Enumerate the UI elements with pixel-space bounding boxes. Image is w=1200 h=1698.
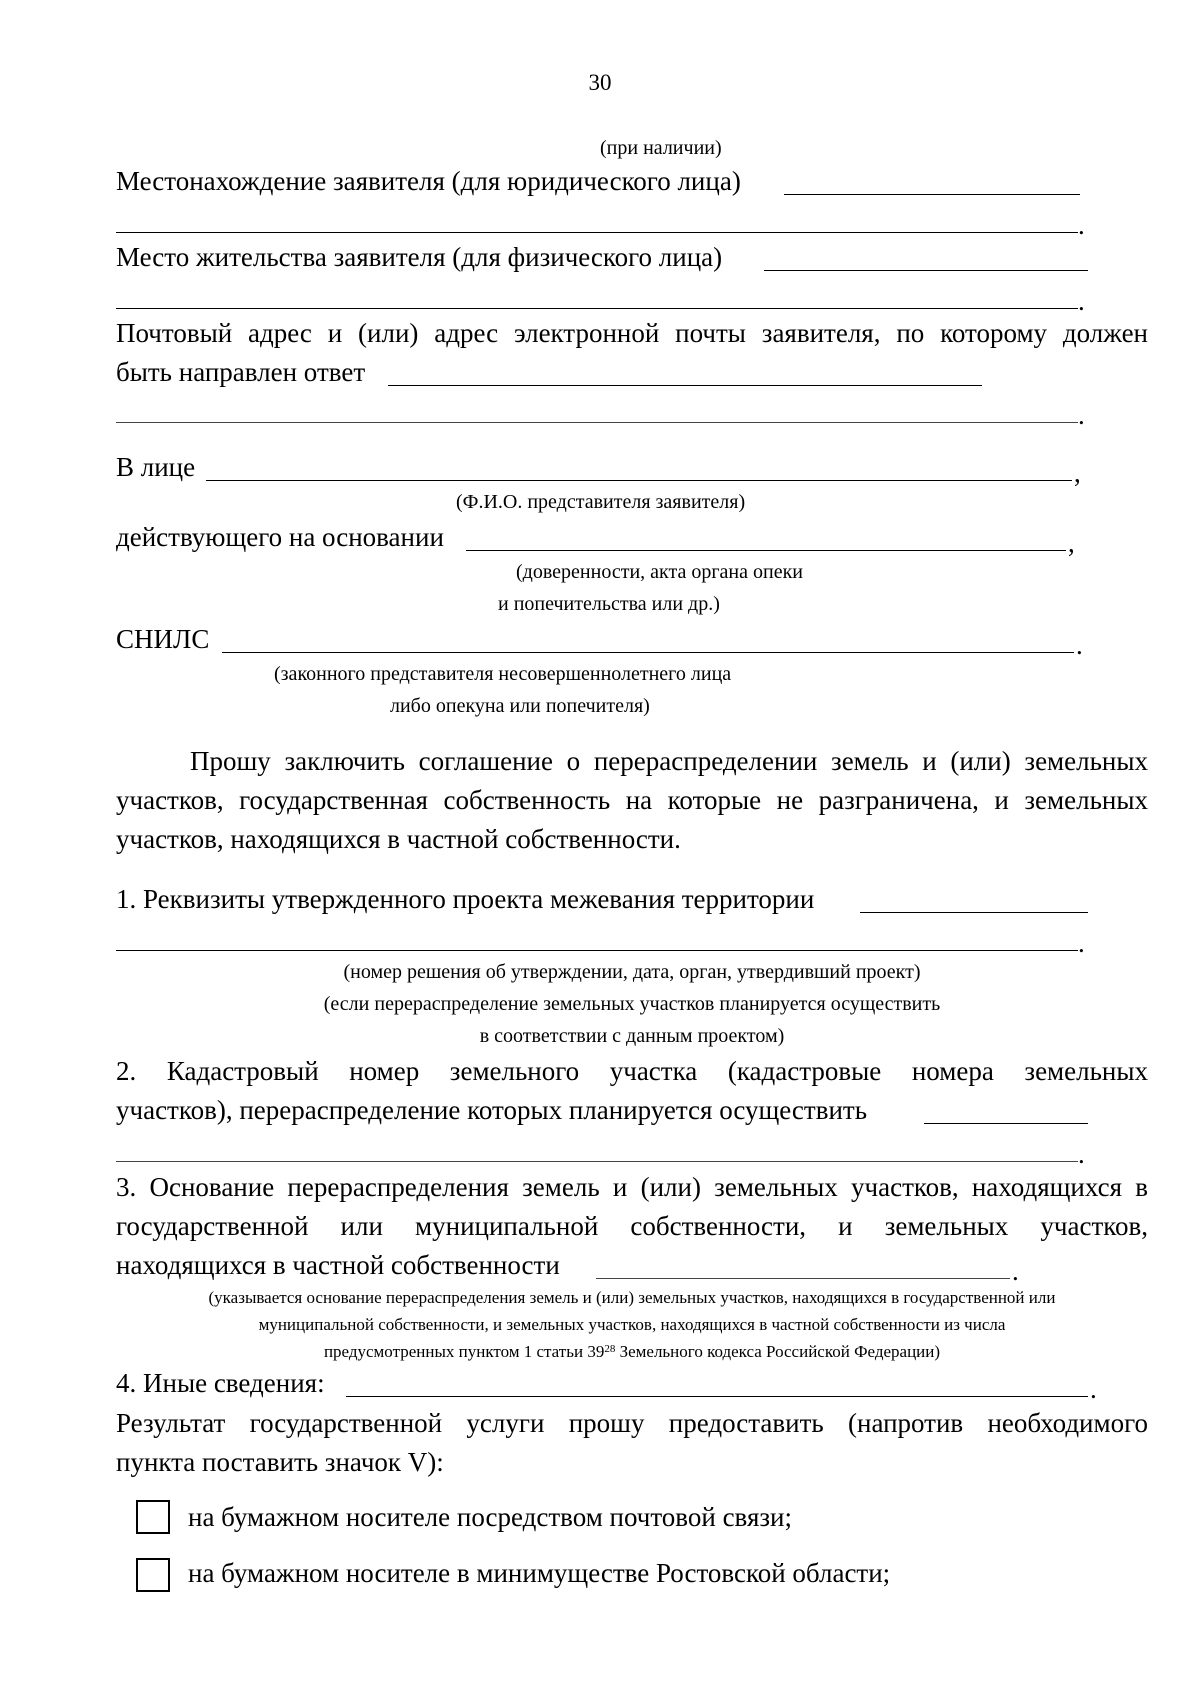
item4-dot: . — [1090, 1374, 1097, 1404]
snils-label: СНИЛС — [116, 624, 210, 654]
residence-dot: . — [1078, 286, 1085, 316]
item3-hint2: муниципальной собственности, и земельных участков, находящихся в частной собственности из числа — [258, 1315, 1006, 1334]
page-number: 30 — [588, 70, 612, 95]
postal-label-line1: Почтовый адрес и (или) адрес электронной почты заявителя, по которому должен — [116, 318, 1148, 348]
acting-basis-hint-line2: и попечительства или др.) — [498, 593, 720, 615]
represented-by-comma: , — [1074, 458, 1081, 488]
item3-hint3-sup: 28 — [604, 1343, 616, 1355]
item1-label: 1. Реквизиты утвержденного проекта межевания территории — [116, 884, 815, 914]
item2-line1: 2. Кадастровый номер земельного участка (кадастровые номера земельных — [116, 1056, 1148, 1086]
item3-hint3-pre: предусмотренных пунктом 1 статьи 39 — [323, 1342, 605, 1361]
item2-line2: участков), перераспределение которых планируется осуществить — [116, 1095, 868, 1125]
item3-field[interactable] — [596, 1278, 1010, 1279]
option-office-label: на бумажном носителе в минимуществе Ростовской области; — [188, 1558, 891, 1588]
request-line3: участков, находящихся в частной собственности. — [116, 824, 681, 854]
item3-dot: . — [1012, 1256, 1019, 1286]
legal-address-dot: . — [1078, 210, 1085, 240]
option-mail-checkbox[interactable] — [136, 1500, 170, 1534]
request-line1 — [190, 744, 1148, 778]
postal-dot: . — [1078, 400, 1085, 430]
option-office-checkbox[interactable] — [136, 1558, 170, 1592]
item3-hint3-post: Земельного кодекса Российской Федерации) — [615, 1342, 941, 1361]
item4-label: 4. Иные сведения: — [116, 1368, 325, 1398]
item3-line1: 3. Основание перераспределения земель и (или) земельных участков, находящихся в — [116, 1172, 1148, 1202]
represented-by-hint: (Ф.И.О. представителя заявителя) — [456, 491, 746, 513]
acting-basis-field[interactable] — [466, 550, 1066, 551]
item1-hint2: (если перераспределение земельных участков планируется осуществить — [323, 993, 941, 1015]
legal-address-label: Местонахождение заявителя (для юридического лица) — [116, 166, 741, 196]
postal-address-field[interactable] — [388, 385, 982, 386]
residence-label: Место жительства заявителя (для физического лица) — [116, 242, 723, 272]
residence-field[interactable] — [764, 270, 1088, 271]
snils-hint-line1: (законного представителя несовершеннолетнего лица — [274, 663, 732, 685]
request-line2: участков, государственная собственность на которые не разграничена, и земельных — [116, 785, 1148, 815]
item1-field-cont[interactable] — [116, 950, 1078, 951]
postal-label-line2: быть направлен ответ — [116, 357, 366, 387]
snils-hint-line2: либо опекуна или попечителя) — [390, 695, 650, 717]
postal-address-field-cont[interactable] — [116, 422, 1078, 423]
residence-field-cont[interactable] — [116, 308, 1078, 309]
item1-hint1: (номер решения об утверждении, дата, орган, утвердивший проект) — [343, 961, 921, 983]
snils-field[interactable] — [222, 652, 1074, 653]
item2-field-cont[interactable] — [116, 1161, 1078, 1162]
item1-field[interactable] — [860, 912, 1088, 913]
item2-dot: . — [1078, 1139, 1085, 1169]
item2-field[interactable] — [924, 1123, 1088, 1124]
result-line2: пункта поставить значок V): — [116, 1447, 444, 1477]
item4-field[interactable] — [346, 1396, 1088, 1397]
representative-name-field[interactable] — [206, 480, 1072, 481]
acting-basis-hint-line1: (доверенности, акта органа опеки — [516, 561, 803, 583]
result-line1: Результат государственной услуги прошу предоставить (напротив необходимого — [116, 1408, 1148, 1438]
snils-dot: . — [1076, 630, 1083, 660]
item3-hint1: (указывается основание перераспределения земель и (или) земельных участков, находящихся в государственной или — [208, 1288, 1056, 1307]
item1-dot: . — [1078, 928, 1085, 958]
option-mail-label: на бумажном носителе посредством почтовой связи; — [188, 1502, 792, 1532]
item3-hint3 — [116, 1341, 1148, 1363]
item1-hint3: в соответствии с данным проектом) — [479, 1025, 785, 1047]
acting-basis-label: действующего на основании — [116, 522, 444, 552]
request-line1-text: Прошу заключить соглашение о перераспределении земель и (или) земельных — [190, 746, 1148, 776]
legal-address-field-cont[interactable] — [116, 232, 1078, 233]
org-name-hint: (при наличии) — [600, 137, 722, 159]
acting-basis-comma: , — [1068, 528, 1075, 558]
represented-by-label: В лице — [116, 452, 196, 482]
legal-address-field[interactable] — [784, 194, 1080, 195]
item3-line3: находящихся в частной собственности — [116, 1250, 560, 1280]
item3-line2: государственной или муниципальной собственности, и земельных участков, — [116, 1211, 1148, 1241]
